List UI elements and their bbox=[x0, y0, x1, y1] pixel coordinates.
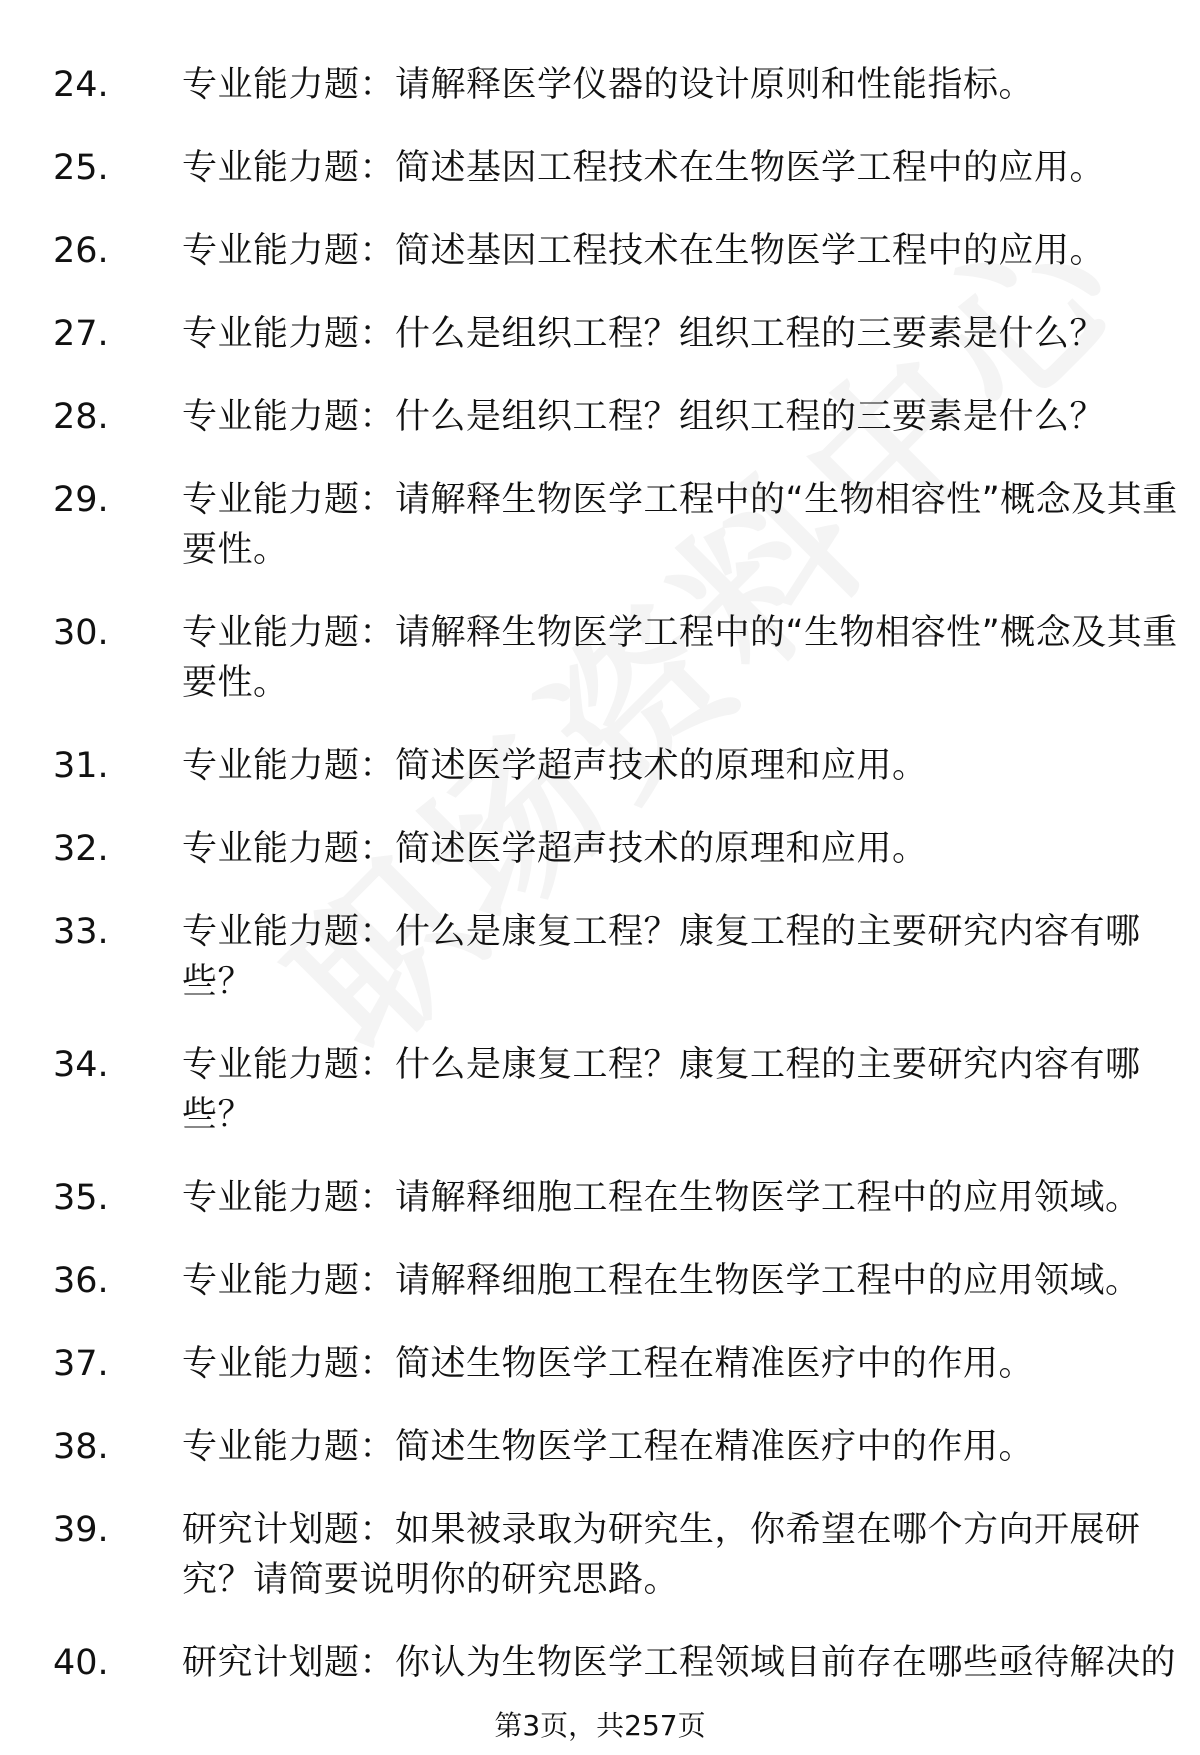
question-number: 25. bbox=[53, 148, 109, 188]
question-number: 38. bbox=[53, 1427, 109, 1467]
question-number: 27. bbox=[53, 314, 109, 354]
list-item bbox=[0, 392, 1200, 442]
question-text: 研究计划题：如果被录取为研究生，你希望在哪个方向开展研究？请简要说明你的研究思路。 bbox=[182, 1510, 1141, 1600]
question-number: 32. bbox=[53, 829, 109, 869]
question-number: 39. bbox=[53, 1510, 109, 1550]
list-item bbox=[0, 143, 1200, 193]
question-text: 专业能力题：什么是组织工程？组织工程的三要素是什么？ bbox=[182, 314, 1106, 354]
question-text: 专业能力题：请解释细胞工程在生物医学工程中的应用领域。 bbox=[182, 1178, 1141, 1218]
list-item bbox=[0, 309, 1200, 359]
question-number: 33. bbox=[53, 912, 109, 952]
list-item bbox=[0, 1422, 1200, 1472]
question-text: 专业能力题：什么是康复工程？康复工程的主要研究内容有哪些？ bbox=[182, 1045, 1141, 1135]
list-item bbox=[0, 1173, 1200, 1223]
question-text: 专业能力题：请解释细胞工程在生物医学工程中的应用领域。 bbox=[182, 1261, 1141, 1301]
question-text: 研究计划题：你认为生物医学工程领域目前存在哪些亟待解决的 bbox=[182, 1643, 1177, 1683]
question-text: 专业能力题：简述生物医学工程在精准医疗中的作用。 bbox=[182, 1427, 1035, 1467]
question-number: 28. bbox=[53, 397, 109, 437]
question-text: 专业能力题：什么是组织工程？组织工程的三要素是什么？ bbox=[182, 397, 1106, 437]
question-text: 专业能力题：简述生物医学工程在精准医疗中的作用。 bbox=[182, 1344, 1035, 1384]
list-item bbox=[0, 1339, 1200, 1389]
question-text: 专业能力题：什么是康复工程？康复工程的主要研究内容有哪些？ bbox=[182, 912, 1141, 1002]
question-number: 35. bbox=[53, 1178, 109, 1218]
question-text: 专业能力题：请解释医学仪器的设计原则和性能指标。 bbox=[182, 65, 1035, 105]
list-item bbox=[0, 1638, 1200, 1688]
list-item bbox=[0, 1505, 1200, 1605]
question-number: 29. bbox=[53, 480, 109, 520]
list-item bbox=[0, 1256, 1200, 1306]
list-item bbox=[0, 907, 1200, 1007]
question-text: 专业能力题：简述医学超声技术的原理和应用。 bbox=[182, 829, 928, 869]
question-text: 专业能力题：简述医学超声技术的原理和应用。 bbox=[182, 746, 928, 786]
list-item bbox=[0, 1040, 1200, 1140]
question-number: 24. bbox=[53, 65, 109, 105]
question-number: 34. bbox=[53, 1045, 109, 1085]
list-item bbox=[0, 226, 1200, 276]
list-item bbox=[0, 741, 1200, 791]
question-list bbox=[0, 60, 1200, 1721]
list-item bbox=[0, 608, 1200, 708]
list-item bbox=[0, 824, 1200, 874]
question-number: 40. bbox=[53, 1643, 109, 1683]
question-number: 36. bbox=[53, 1261, 109, 1301]
question-text: 专业能力题：简述基因工程技术在生物医学工程中的应用。 bbox=[182, 148, 1106, 188]
question-number: 31. bbox=[53, 746, 109, 786]
question-number: 37. bbox=[53, 1344, 109, 1384]
page-number: 第3页，共257页 bbox=[494, 1709, 706, 1742]
list-item bbox=[0, 475, 1200, 575]
question-text: 专业能力题：请解释生物医学工程中的“生物相容性”概念及其重要性。 bbox=[182, 613, 1178, 703]
list-item bbox=[0, 60, 1200, 110]
question-text: 专业能力题：简述基因工程技术在生物医学工程中的应用。 bbox=[182, 231, 1106, 271]
question-number: 30. bbox=[53, 613, 109, 653]
question-number: 26. bbox=[53, 231, 109, 271]
question-text: 专业能力题：请解释生物医学工程中的“生物相容性”概念及其重要性。 bbox=[182, 480, 1178, 570]
